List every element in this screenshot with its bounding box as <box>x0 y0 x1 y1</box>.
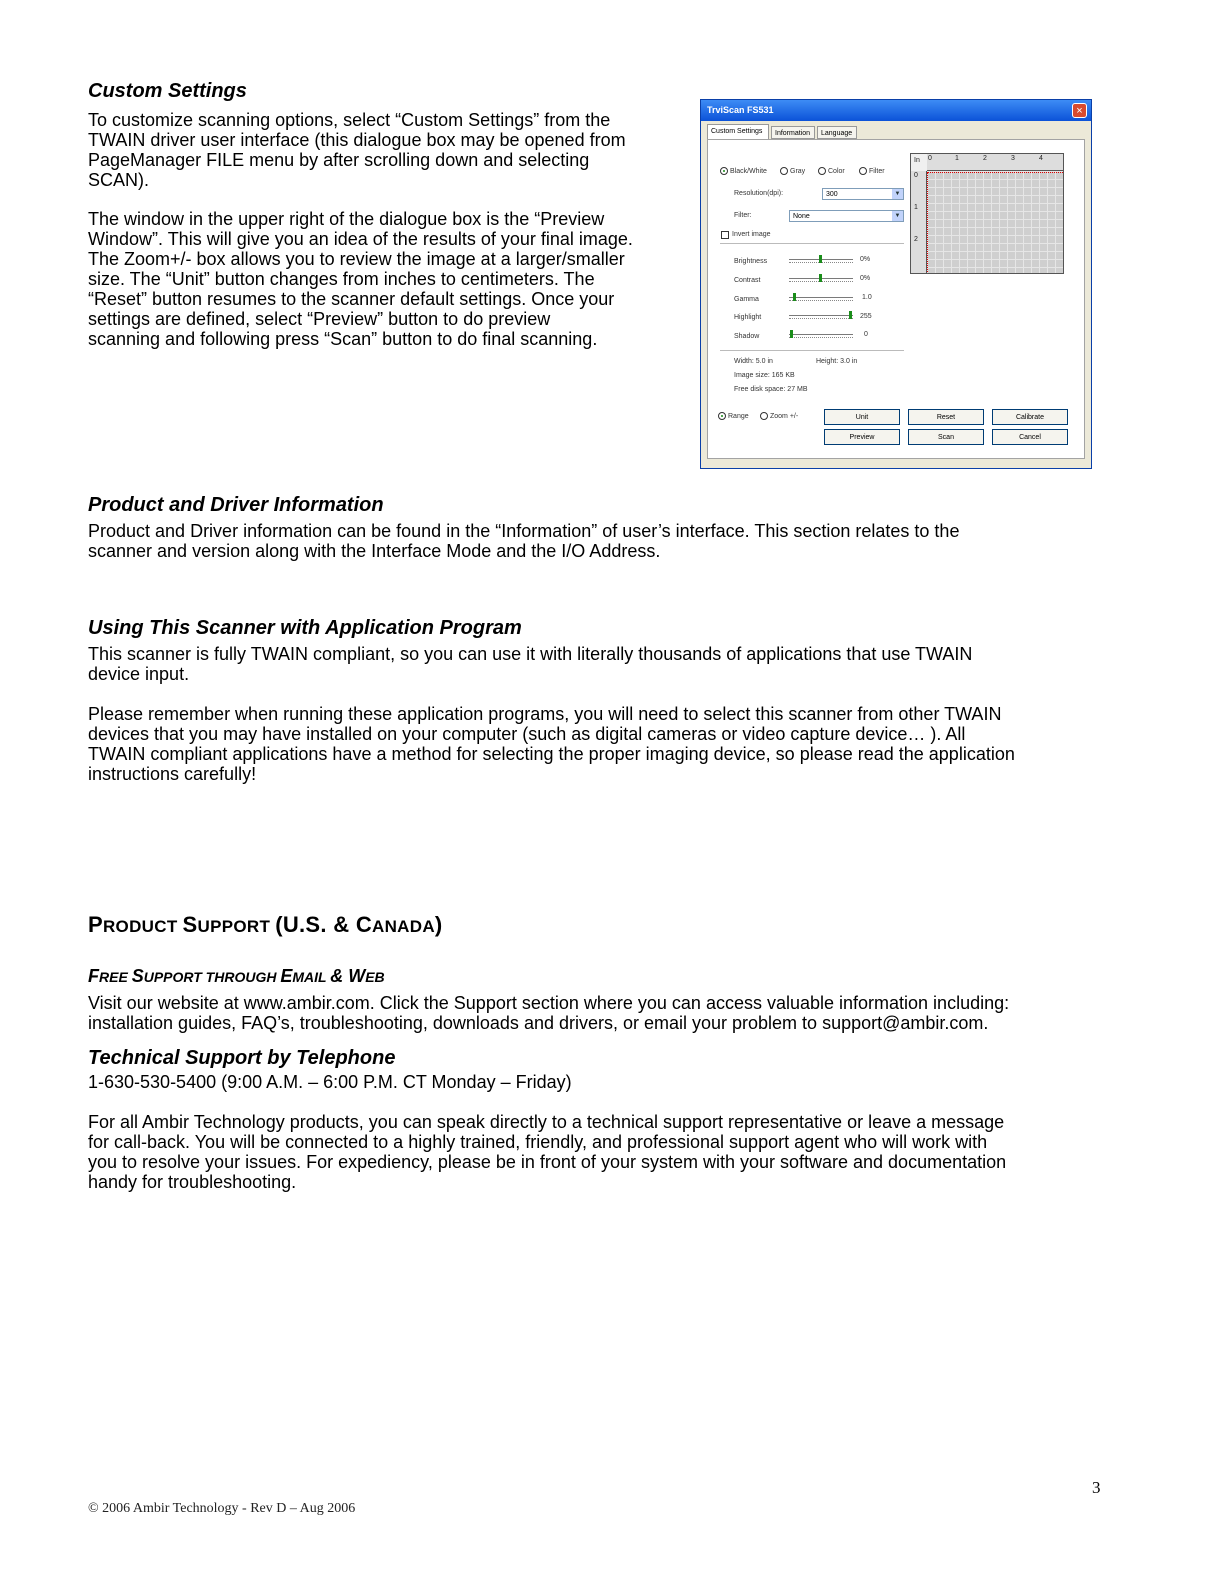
product-driver-text <box>88 521 1128 561</box>
text-line: To customize scanning options, select “Custom Settings” from the <box>88 110 611 130</box>
reset-button[interactable]: Reset <box>908 409 984 425</box>
text-line: PageManager FILE menu by after scrolling down and selecting <box>88 150 590 170</box>
using-scanner-heading: Using This Scanner with Application Program <box>88 617 522 639</box>
text-line: size. The “Unit” button changes from inches to centimeters. The <box>88 269 595 289</box>
text-line: scanner and version along with the Interface Mode and the I/O Address. <box>88 541 661 561</box>
custom-settings-heading: Custom Settings <box>88 80 247 102</box>
resolution-label: Resolution(dpi): <box>734 190 784 197</box>
footer-copyright: © 2006 Ambir Technology - Rev D – Aug 2006 <box>88 1501 356 1516</box>
gamma-label: Gamma <box>734 296 759 303</box>
unit-button[interactable]: Unit <box>824 409 900 425</box>
radio-range[interactable] <box>718 412 749 420</box>
radio-icon <box>818 167 826 175</box>
highlight-value: 255 <box>860 313 872 320</box>
radio-icon <box>760 412 768 420</box>
text-line: Visit our website at www.ambir.com. Click the Support section where you can access valuable information including: <box>88 993 1010 1013</box>
invert-image-label: Invert image <box>732 231 771 238</box>
ruler-tick-label: 3 <box>1011 155 1015 162</box>
unit-indicator: In <box>914 157 920 164</box>
image-size-readout: Image size: 165 KB <box>734 372 795 379</box>
chevron-down-icon: ▼ <box>892 189 903 199</box>
radio-label: Range <box>728 412 749 420</box>
free-support-text <box>88 993 1148 1033</box>
radio-icon <box>859 167 867 175</box>
horizontal-ruler <box>927 154 1063 171</box>
divider <box>720 243 904 244</box>
ruler-tick-label: 0 <box>914 172 918 179</box>
contrast-slider[interactable] <box>789 274 853 284</box>
custom-settings-para1 <box>88 110 688 190</box>
text-line: you to resolve your issues. For expediency, please be in front of your system with your software and documentation <box>88 1152 1007 1172</box>
page-number: 3 <box>1092 1478 1101 1497</box>
contrast-label: Contrast <box>734 277 761 284</box>
text-line: handy for troubleshooting. <box>88 1172 297 1192</box>
product-support-title <box>88 912 443 938</box>
text-line: Please remember when running these application programs, you will need to select this scanner from other TWAIN <box>88 704 1002 724</box>
text-line: for call-back. You will be connected to a highly trained, friendly, and professional support agent who will work with <box>88 1132 988 1152</box>
calibrate-button[interactable]: Calibrate <box>992 409 1068 425</box>
chevron-down-icon: ▼ <box>892 211 903 221</box>
contrast-value: 0% <box>860 275 871 282</box>
preview-window[interactable] <box>910 153 1064 274</box>
radio-label: Color <box>828 167 845 175</box>
text-line: instructions carefully! <box>88 764 257 784</box>
text-line: Window”. This will give you an idea of the results of your final image. <box>88 229 633 249</box>
radio-label: Gray <box>790 167 806 175</box>
using-scanner-para2 <box>88 704 1148 784</box>
heading-fragment: & <box>330 966 349 986</box>
title-fragment: UPPORT <box>197 917 276 936</box>
slider-thumb[interactable] <box>819 255 822 263</box>
heading-fragment: EB <box>365 969 385 985</box>
radio-label: Zoom +/- <box>770 412 799 420</box>
divider <box>720 350 904 351</box>
tab-custom-settings[interactable]: Custom Settings <box>707 124 769 140</box>
heading-fragment: E <box>280 966 293 986</box>
radio-filter[interactable] <box>859 167 885 175</box>
shadow-value: 0 <box>864 331 868 338</box>
heading-fragment: S <box>131 966 144 986</box>
text-line: devices that you may have installed on your computer (such as digital cameras or video capture device… ). All <box>88 724 966 744</box>
resolution-select[interactable] <box>822 188 904 200</box>
highlight-label: Highlight <box>734 314 762 321</box>
free-support-heading <box>88 966 385 987</box>
product-driver-heading: Product and Driver Information <box>88 494 384 516</box>
tab-information[interactable]: Information <box>771 126 815 139</box>
title-fragment: P <box>88 912 103 937</box>
dialog-title: TrviScan FS531 <box>707 105 774 115</box>
ruler-tick-label: 1 <box>914 204 918 211</box>
text-line: scanning and following press “Scan” button to do final scanning. <box>88 329 598 349</box>
radio-icon <box>780 167 788 175</box>
text-line: TWAIN compliant applications have a method for selecting the proper imaging device, so please read the application <box>88 744 1015 764</box>
close-icon[interactable]: × <box>1072 103 1087 118</box>
scanner-dialog <box>700 99 1092 469</box>
radio-label: Filter <box>869 167 885 175</box>
text-line: device input. <box>88 664 190 684</box>
gamma-slider[interactable] <box>789 293 853 303</box>
radio-gray[interactable] <box>780 167 805 175</box>
filter-value: None <box>793 213 810 220</box>
title-fragment: ) <box>434 912 443 937</box>
shadow-label: Shadow <box>734 333 760 340</box>
highlight-slider[interactable] <box>789 311 853 321</box>
brightness-slider[interactable] <box>789 255 853 265</box>
heading-fragment: REE <box>99 969 132 985</box>
brightness-value: 0% <box>860 256 871 263</box>
radio-label: Black/White <box>730 167 767 175</box>
radio-icon <box>718 412 726 420</box>
heading-fragment: MAIL <box>292 969 331 985</box>
text-line: The window in the upper right of the dialogue box is the “Preview <box>88 209 605 229</box>
preview-button[interactable]: Preview <box>824 429 900 445</box>
heading-fragment: UPPORT THROUGH <box>143 969 281 985</box>
filter-label: Filter: <box>734 212 752 219</box>
slider-thumb[interactable] <box>793 293 796 301</box>
width-readout: Width: 5.0 in <box>734 358 773 365</box>
radio-icon <box>720 167 728 175</box>
scan-area-left-edge <box>927 172 928 272</box>
title-fragment: ANADA <box>372 917 435 936</box>
text-line: SCAN). <box>88 170 150 190</box>
custom-settings-para2 <box>88 209 693 349</box>
vertical-ruler <box>911 171 927 273</box>
slider-thumb[interactable] <box>819 274 822 282</box>
scan-button[interactable]: Scan <box>908 429 984 445</box>
radio-zoom[interactable] <box>760 412 798 420</box>
radio-black-white[interactable] <box>720 167 767 175</box>
resolution-value: 300 <box>826 191 838 198</box>
phone-line: 1-630-530-5400 (9:00 A.M. – 6:00 P.M. CT Monday – Friday) <box>88 1072 572 1092</box>
shadow-slider[interactable] <box>789 330 853 340</box>
brightness-label: Brightness <box>734 258 768 265</box>
text-line: installation guides, FAQ’s, troubleshooting, downloads and drivers, or email your problem to support@ambir.com. <box>88 1013 989 1033</box>
title-fragment: C <box>355 912 373 937</box>
gamma-value: 1.0 <box>862 294 872 301</box>
ruler-tick-label: 4 <box>1039 155 1043 162</box>
free-disk-readout: Free disk space: 27 MB <box>734 386 808 393</box>
text-line: Product and Driver information can be found in the “Information” of user’s interface. This section relates to the <box>88 521 960 541</box>
text-line: “Reset” button resumes to the scanner default settings. Once your <box>88 289 615 309</box>
text-line: For all Ambir Technology products, you can speak directly to a technical support representative or leave a message <box>88 1112 1005 1132</box>
scan-area-top-edge <box>927 172 1063 173</box>
settings-panel <box>707 139 1085 459</box>
dialog-title-bar <box>701 100 1091 121</box>
text-line: TWAIN driver user interface (this dialogue box may be opened from <box>88 130 626 150</box>
invert-image-checkbox[interactable] <box>721 231 729 239</box>
slider-thumb[interactable] <box>849 311 852 319</box>
ruler-tick-label: 2 <box>983 155 987 162</box>
filter-select[interactable] <box>789 210 904 222</box>
title-fragment: RODUCT <box>102 917 183 936</box>
radio-color[interactable] <box>818 167 845 175</box>
heading-fragment: F <box>88 966 99 986</box>
ruler-tick-label: 2 <box>914 236 918 243</box>
using-scanner-para1 <box>88 644 1148 684</box>
title-fragment: S <box>182 912 198 937</box>
title-fragment: (U.S. & <box>275 912 356 937</box>
height-readout: Height: 3.0 in <box>816 358 858 365</box>
text-line: This scanner is fully TWAIN compliant, so you can use it with literally thousands of applications that use TWAIN <box>88 644 973 664</box>
heading-fragment: W <box>348 966 366 986</box>
ruler-tick-label: 0 <box>928 155 932 162</box>
text-line: The Zoom+/- box allows you to review the image at a larger/smaller <box>88 249 625 269</box>
ruler-tick-label: 1 <box>955 155 959 162</box>
text-line: settings are defined, select “Preview” button to do preview <box>88 309 551 329</box>
tab-language[interactable]: Language <box>817 126 857 139</box>
tech-support-text <box>88 1112 1148 1192</box>
slider-thumb[interactable] <box>790 330 793 338</box>
tech-support-heading: Technical Support by Telephone <box>88 1047 396 1069</box>
preview-grid <box>927 171 1063 273</box>
cancel-button[interactable]: Cancel <box>992 429 1068 445</box>
